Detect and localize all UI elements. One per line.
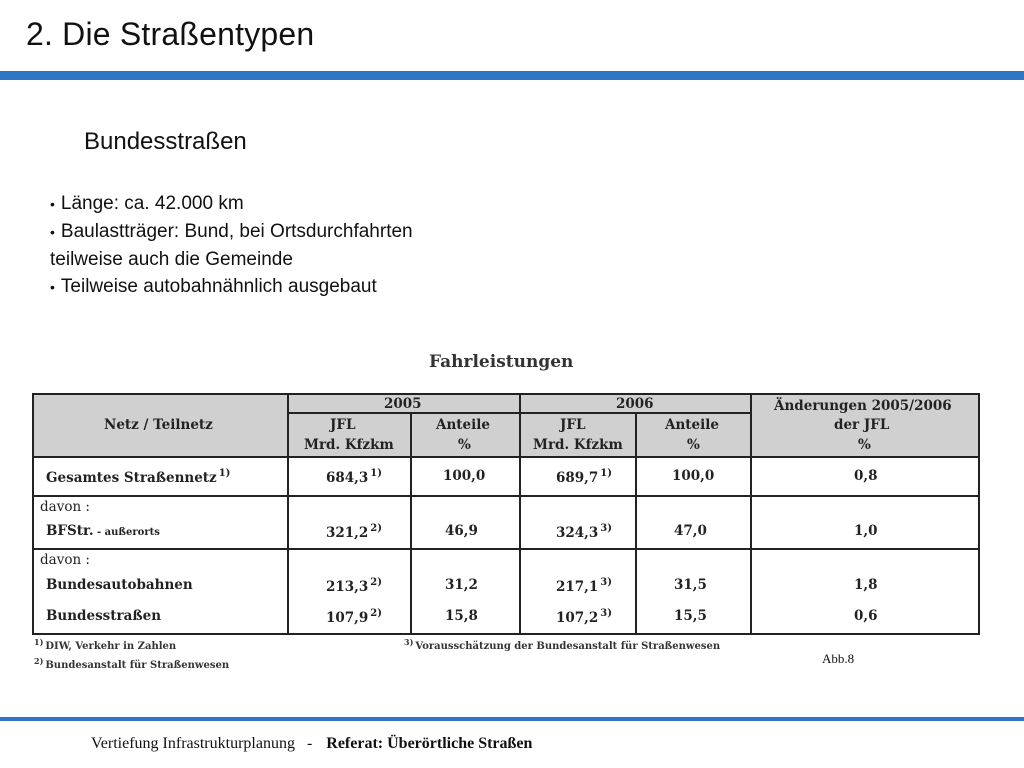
figure-title: Fahrleistungen bbox=[429, 352, 574, 372]
row-label-bab: Bundesautobahnen bbox=[46, 577, 193, 593]
footer-separator: - bbox=[306, 735, 313, 752]
header-aenderung-pct: % bbox=[858, 437, 871, 453]
bullet-dot: • bbox=[50, 279, 55, 295]
cell-anteil-2006: 15,5 bbox=[674, 608, 707, 624]
grid-line bbox=[34, 495, 978, 497]
bullet-dot: • bbox=[50, 196, 55, 212]
slide-footer bbox=[91, 735, 532, 753]
grid-line bbox=[287, 412, 751, 414]
header-netz: Netz / Teilnetz bbox=[104, 417, 213, 433]
bullet-text: Baulastträger: Bund, bei Ortsdurchfahrten bbox=[60, 221, 413, 242]
cell-jfl-2005: 213,3 $^{2)}$ bbox=[326, 577, 382, 595]
row-label-bstr: Bundesstraßen bbox=[46, 608, 162, 624]
header-aenderung-jfl: der JFL bbox=[834, 417, 890, 433]
bullet-dot: • bbox=[50, 224, 55, 240]
cell-jfl-2005: 684,3 $^{1)}$ bbox=[326, 468, 382, 486]
footer-topic: Referat: Überörtliche Straßen bbox=[326, 735, 533, 752]
grid-line bbox=[34, 548, 978, 550]
figure-caption: Abb.8 bbox=[822, 651, 855, 666]
header-mrd-2006: Mrd. Kfzkm bbox=[533, 437, 623, 453]
header-jfl-2005: JFL bbox=[330, 417, 356, 433]
cell-anteil-2005: 31,2 bbox=[445, 577, 478, 593]
header-pct-2006: % bbox=[687, 437, 700, 453]
grid-line bbox=[34, 456, 978, 458]
bullet-text: Teilweise autobahnähnlich ausgebaut bbox=[60, 276, 377, 297]
footer-course: Vertiefung Infrastrukturplanung bbox=[91, 735, 295, 752]
cell-anteil-2006: 100,0 bbox=[672, 468, 715, 484]
footnote-2: $^{2)}$ Bundesanstalt für Straßenwesen bbox=[34, 656, 230, 671]
bullet-item bbox=[50, 190, 413, 218]
title-rule bbox=[0, 71, 1024, 80]
header-anteile-2006: Anteile bbox=[665, 417, 719, 433]
footer-rule bbox=[0, 717, 1024, 721]
cell-jfl-2006: 689,7 $^{1)}$ bbox=[556, 468, 612, 486]
grid-line bbox=[410, 413, 412, 633]
footnote-1: $^{1)}$ DIW, Verkehr in Zahlen bbox=[34, 637, 177, 652]
header-2006: 2006 bbox=[616, 396, 654, 412]
fahrleistungen-table bbox=[32, 393, 980, 635]
grid-line bbox=[519, 395, 521, 633]
footnote-3: $^{3)}$ Vorausschätzung der Bundesanstalt für Straßenwesen bbox=[404, 637, 721, 652]
cell-anteil-2005: 46,9 bbox=[445, 523, 478, 539]
cell-aenderung: 1,8 bbox=[854, 577, 878, 593]
header-2005: 2005 bbox=[384, 396, 422, 412]
cell-aenderung: 0,6 bbox=[854, 608, 878, 624]
section-subtitle: Bundesstraßen bbox=[84, 128, 247, 155]
cell-aenderung: 1,0 bbox=[854, 523, 878, 539]
bullet-list bbox=[50, 190, 413, 301]
header-mrd-2005: Mrd. Kfzkm bbox=[304, 437, 394, 453]
cell-jfl-2005: 321,2 $^{2)}$ bbox=[326, 523, 382, 541]
header-jfl-2006: JFL bbox=[560, 417, 586, 433]
grid-line bbox=[635, 413, 637, 633]
header-pct-2005: % bbox=[458, 437, 471, 453]
bullet-item bbox=[50, 273, 413, 301]
cell-anteil-2005: 100,0 bbox=[443, 468, 486, 484]
cell-anteil-2005: 15,8 bbox=[445, 608, 478, 624]
bullet-item bbox=[50, 218, 413, 246]
cell-anteil-2006: 47,0 bbox=[674, 523, 707, 539]
cell-jfl-2006: 324,3 $^{3)}$ bbox=[556, 523, 612, 541]
header-aenderung: Änderungen 2005/2006 bbox=[774, 398, 952, 414]
cell-jfl-2005: 107,9 $^{2)}$ bbox=[326, 608, 382, 626]
cell-jfl-2006: 107,2 $^{3)}$ bbox=[556, 608, 612, 626]
cell-aenderung: 0,8 bbox=[854, 468, 878, 484]
bullet-continuation: teilweise auch die Gemeinde bbox=[50, 249, 293, 270]
row-label-bfstr: BFStr. - außerorts bbox=[46, 523, 160, 539]
davon-label: davon : bbox=[40, 499, 90, 515]
slide-title: 2. Die Straßentypen bbox=[26, 16, 315, 52]
header-anteile-2005: Anteile bbox=[436, 417, 490, 433]
cell-anteil-2006: 31,5 bbox=[674, 577, 707, 593]
row-label-gesamt: Gesamtes Straßennetz $^{1)}$ bbox=[46, 468, 231, 486]
grid-line bbox=[287, 395, 289, 633]
davon-label: davon : bbox=[40, 552, 90, 568]
cell-jfl-2006: 217,1 $^{3)}$ bbox=[556, 577, 612, 595]
bullet-text: Länge: ca. 42.000 km bbox=[60, 193, 244, 214]
grid-line bbox=[750, 395, 752, 633]
